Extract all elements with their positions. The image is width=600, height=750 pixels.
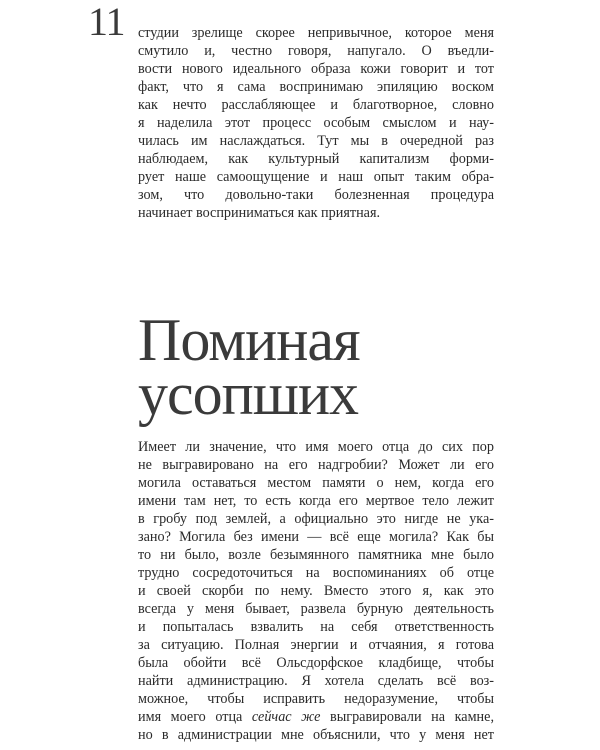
text-line: имени там нет, то есть когда его мертвое тело лежит — [138, 493, 494, 509]
text-segment: выгравировали на камне, — [320, 709, 494, 725]
text-line: факт, что я сама воспринимаю эпиляцию воском — [138, 79, 494, 95]
text-line: не выгравировано на его надгробии? Может ли его — [138, 457, 494, 473]
text-line: чилась им наслаждаться. Тут мы в очередной раз — [138, 133, 494, 149]
text-line: и попыталась взвалить на себя ответственность — [138, 619, 494, 635]
emphasis-text: сейчас же — [251, 709, 321, 725]
text-line: смутило и, честно говоря, напугало. О въедли- — [138, 43, 494, 59]
text-line: в гробу под землей, а официально это нигде не ука- — [138, 511, 494, 527]
chapter-title — [138, 307, 498, 427]
text-line: наблюдаем, как культурный капитализм форми- — [138, 151, 494, 167]
text-line: за ситуацию. Полная энергии и отчаяния, я готова — [138, 637, 494, 653]
text-line: была обойти всё Ольсдорфское кладбище, чтобы — [138, 655, 494, 671]
text-line: Имеет ли значение, что имя моего отца до сих пор — [138, 439, 494, 455]
text-line: найти администрацию. Я хотела сделать всё воз- — [138, 673, 494, 689]
text-line: студии зрелище скорее непривычное, которое меня — [138, 25, 494, 41]
page-number: 11 — [88, 0, 125, 44]
chapter-title-line: Поминая — [138, 307, 360, 373]
text-line: рует наше самоощущение и наш опыт таким обра- — [138, 169, 494, 185]
text-line: как нечто расслабляющее и благотворное, словно — [138, 97, 494, 113]
text-segment: имя моего отца — [138, 709, 252, 725]
text-line: можное, чтобы исправить недоразумение, чтобы — [138, 691, 494, 707]
text-line — [138, 708, 494, 726]
text-line: и своей скорби по нему. Вместо этого я, как это — [138, 583, 494, 599]
text-line: всегда у меня бывает, развела бурную деятельность — [138, 601, 494, 617]
text-line: трудно сосредоточиться на воспоминаниях об отце — [138, 565, 494, 581]
intro-paragraph — [138, 24, 494, 222]
text-line: начинает восприниматься как приятная. — [138, 205, 381, 221]
body-paragraph — [138, 438, 494, 744]
text-line: я наделила этот процесс особым смыслом и нау- — [138, 115, 494, 131]
text-line: могила оставаться местом памяти о нем, когда его — [138, 475, 494, 491]
text-line: вости нового идеального образа кожи говорит и тот — [138, 61, 494, 77]
chapter-title-line: усопших — [138, 361, 359, 427]
text-line: зом, что довольно-таки болезненная процедура — [138, 187, 494, 203]
text-line: то ни было, возле безымянного памятника мне было — [138, 547, 494, 563]
text-line: зано? Могила без имени — всё еще могила? Как бы — [138, 529, 494, 545]
text-line: но в администрации мне объяснили, что у меня нет — [138, 727, 494, 743]
